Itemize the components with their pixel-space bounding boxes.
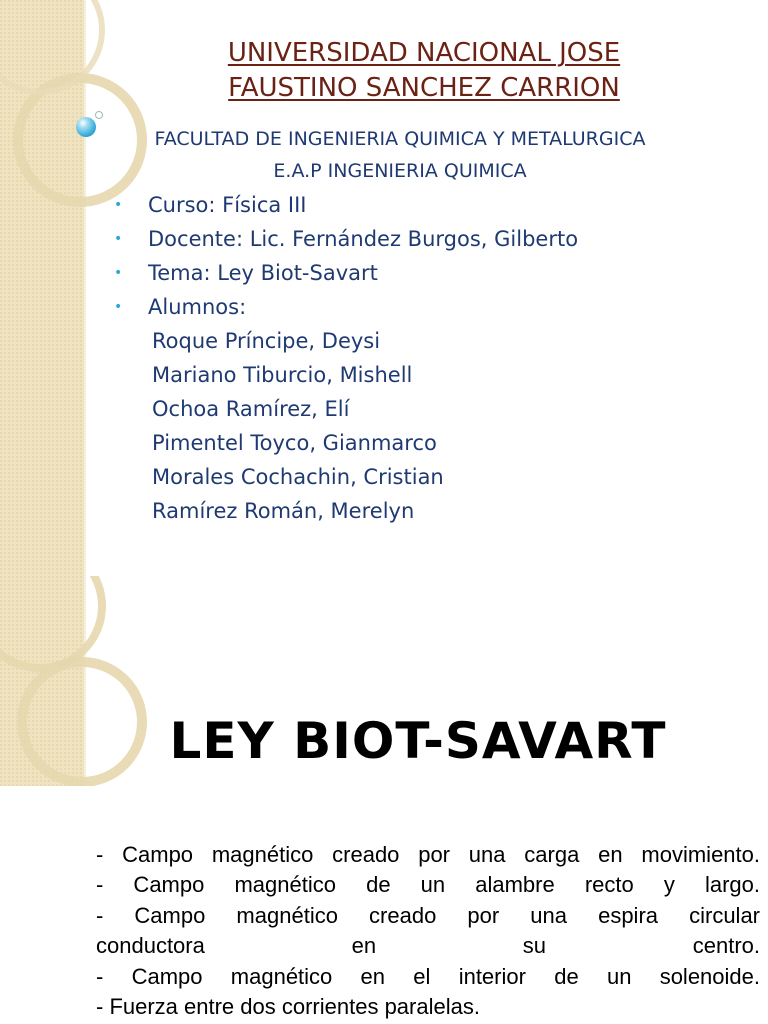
topics-paragraph [96, 840, 760, 1022]
bullet-icon: • [114, 265, 123, 281]
small-ring-icon [95, 111, 103, 119]
faculty-name: FACULTAD DE INGENIERIA QUIMICA Y METALURGICA [154, 128, 646, 150]
title-line: FAUSTINO SANCHEZ CARRION [228, 73, 620, 103]
item-text: Alumnos: [148, 295, 247, 319]
student-name: Roque Príncipe, Deysi [152, 329, 381, 353]
topic-line: - Campo magnético creado por una carga en movimiento. [96, 842, 760, 867]
student-name: Ramírez Román, Merelyn [152, 499, 415, 523]
topic-line: - Campo magnético de un alambre recto y largo. [96, 872, 760, 898]
topic-line: - Campo magnético en el interior de un solenoide. [96, 963, 760, 989]
student-name: Pimentel Toyco, Gianmarco [152, 431, 437, 455]
student-name: Ochoa Ramírez, Elí [152, 397, 350, 421]
list-item [110, 222, 578, 256]
item-text: Curso: Física III [148, 193, 307, 217]
student-name: Mariano Tiburcio, Mishell [152, 363, 413, 387]
school-name: E.A.P INGENIERIA QUIMICA [273, 160, 527, 182]
item-text: Tema: Ley Biot-Savart [148, 261, 378, 285]
blue-orb-icon [76, 117, 96, 137]
students-list [152, 324, 444, 528]
topic-line: conductora en su centro. [96, 933, 760, 959]
bullet-icon: • [114, 231, 123, 247]
item-text: Docente: Lic. Fernández Burgos, Gilberto [148, 227, 579, 251]
list-item [110, 290, 578, 324]
topic-line: - Fuerza entre dos corrientes paralelas. [96, 994, 480, 1020]
university-title [150, 36, 698, 106]
list-item [110, 256, 578, 290]
slide-2 [0, 576, 768, 1024]
topic-line: - Campo magnético creado por una espira circular [96, 902, 760, 928]
bullet-icon: • [114, 299, 123, 315]
course-info-list [110, 188, 578, 324]
bullet-icon: • [114, 197, 123, 213]
student-name: Morales Cochachin, Cristian [152, 465, 444, 489]
slide-title: LEY BIOT-SAVART [169, 712, 667, 770]
list-item [110, 188, 578, 222]
title-line: UNIVERSIDAD NACIONAL JOSE [227, 38, 621, 68]
